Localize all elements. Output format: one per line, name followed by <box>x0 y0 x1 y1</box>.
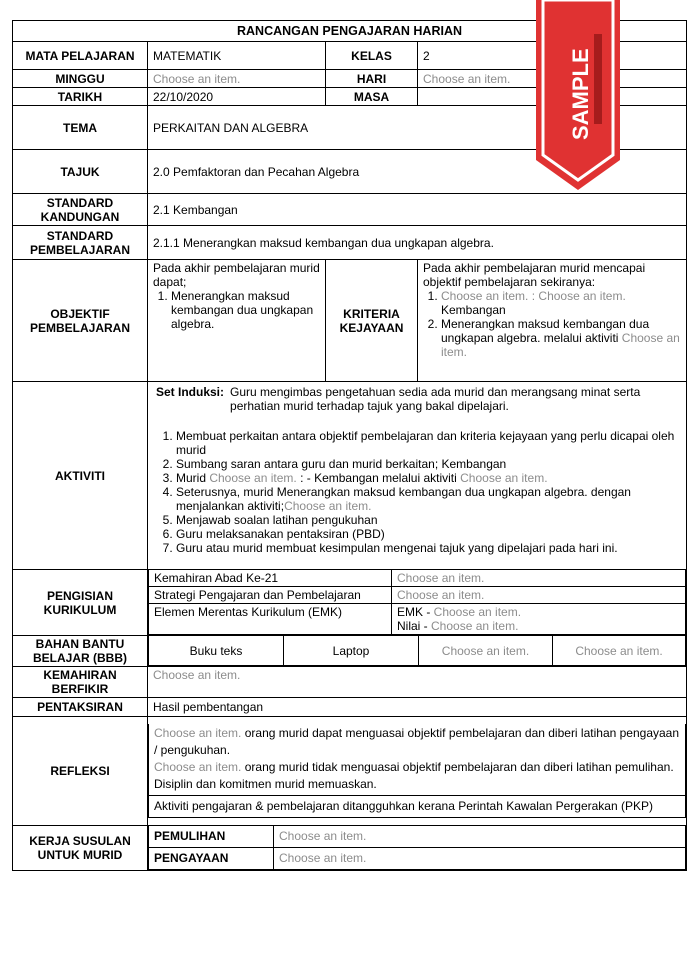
value-kelas[interactable]: 2 <box>418 42 687 70</box>
set-induksi <box>156 385 681 413</box>
label-tajuk: TAJUK <box>13 150 148 194</box>
bbb-table <box>148 636 686 666</box>
set-induksi-label: Set Induksi: <box>156 385 225 399</box>
sample-ribbon <box>536 0 620 190</box>
label-pemulihan: PEMULIHAN <box>149 826 274 847</box>
pemulihan-dropdown[interactable]: Choose an item. <box>274 826 686 847</box>
ribbon-stripe <box>594 34 602 124</box>
value-standard-kandungan[interactable]: 2.1 Kembangan <box>148 194 687 226</box>
watermark-text: SAMPLE <box>568 48 593 140</box>
aktiviti-step-2[interactable]: 2. Sumbang saran antara guru dan murid berkaitan; Kembangan <box>176 457 681 471</box>
refleksi-line-1: orang murid dapat menguasai objektif pembelajaran dan diberi latihan pengayaan / pengukuhan. <box>154 726 680 757</box>
kriteria-dropdown-3[interactable]: Choose an item. <box>441 331 680 359</box>
label-abad-21: Kemahiran Abad Ke-21 <box>149 570 392 587</box>
value-tajuk[interactable]: 2.0 Pemfaktoran dan Pecahan Algebra <box>148 150 687 194</box>
bbb-dropdown-1[interactable]: Choose an item. <box>419 636 553 666</box>
objektif-intro: Pada akhir pembelajaran murid dapat; <box>153 261 320 289</box>
kriteria-separator: : <box>528 289 539 303</box>
strategi-dropdown[interactable]: Choose an item. <box>392 587 686 604</box>
objektif-item[interactable]: 1. Menerangkan maksud kembangan dua ungkapan algebra. <box>171 289 320 331</box>
nilai-dropdown[interactable]: Choose an item. <box>431 619 519 633</box>
refleksi-cell <box>148 717 687 826</box>
aktiviti-step-4 <box>176 485 681 513</box>
kriteria-cell <box>418 260 687 382</box>
label-bbb: BAHAN BANTU BELAJAR (BBB) <box>13 636 148 667</box>
kriteria-intro: Pada akhir pembelajaran murid mencapai objektif pembelajaran sekiranya: <box>423 261 646 289</box>
minggu-dropdown[interactable]: Choose an item. <box>148 70 326 88</box>
hari-dropdown[interactable]: Choose an item. <box>418 70 687 88</box>
label-pengisian-kurikulum: PENGISIAN KURIKULUM <box>13 570 148 636</box>
value-pentaksiran[interactable]: Hasil pembentangan <box>148 698 687 717</box>
label-pentaksiran: PENTAKSIRAN <box>13 698 148 717</box>
bbb-dropdown-2[interactable]: Choose an item. <box>553 636 686 666</box>
label-refleksi: REFLEKSI <box>13 717 148 826</box>
label-kelas: KELAS <box>326 42 418 70</box>
bbb-item-2[interactable]: Laptop <box>284 636 419 666</box>
label-pengayaan: PENGAYAAN <box>149 847 274 869</box>
emk-nilai-cell <box>392 604 686 635</box>
label-kerja-susulan: KERJA SUSULAN UNTUK MURID <box>13 826 148 871</box>
set-induksi-text[interactable]: Guru mengimbas pengetahuan sedia ada murid dan merangsang minat serta perhatian murid terhadap tajuk yang bakal dipelajari. <box>230 385 641 413</box>
ribbon-shape <box>536 0 620 190</box>
refleksi-dropdown-1[interactable]: Choose an item. <box>154 726 242 740</box>
aktiviti-step-4-text: Seterusnya, murid Menerangkan maksud kembangan dua ungkapan algebra. dengan menjalankan aktiviti; <box>176 485 631 513</box>
kriteria-dropdown-2[interactable]: Choose an item. <box>538 289 626 303</box>
aktiviti-step-3 <box>176 471 681 485</box>
aktiviti-step-4-dropdown[interactable]: Choose an item. <box>284 499 372 513</box>
kerja-susulan-cell <box>148 826 687 871</box>
kemahiran-dropdown[interactable]: Choose an item. <box>148 667 687 698</box>
emk-dropdown[interactable]: Choose an item. <box>433 605 522 619</box>
label-aktiviti: AKTIVITI <box>13 382 148 570</box>
aktiviti-step-3-text-a: Murid <box>176 471 210 485</box>
label-standard-pembelajaran: STANDARD PEMBELAJARAN <box>13 226 148 260</box>
aktiviti-step-3-text-b: : - Kembangan melalui aktiviti <box>296 471 461 485</box>
aktiviti-steps <box>156 429 681 555</box>
aktiviti-step-7[interactable]: 7. Guru atau murid membuat kesimpulan mengenai tajuk yang dipelajari pada hari ini. <box>176 541 681 555</box>
label-mata-pelajaran: MATA PELAJARAN <box>13 42 148 70</box>
kriteria-item-1 <box>441 289 681 317</box>
value-mata-pelajaran[interactable]: MATEMATIK <box>148 42 326 70</box>
refleksi-note[interactable]: Aktiviti pengajaran & pembelajaran ditangguhkan kerana Perintah Kawalan Pergerakan (PKP) <box>149 796 686 818</box>
kriteria-dropdown-1[interactable]: Choose an item. <box>441 289 529 303</box>
label-tema: TEMA <box>13 106 148 150</box>
emk-label: EMK - <box>397 605 434 619</box>
refleksi-lines <box>149 724 686 796</box>
refleksi-dropdown-2[interactable]: Choose an item. <box>154 760 242 774</box>
value-standard-pembelajaran[interactable]: 2.1.1 Menerangkan maksud kembangan dua ungkapan algebra. <box>148 226 687 260</box>
abad-21-dropdown[interactable]: Choose an item. <box>392 570 686 587</box>
label-kemahiran-berfikir: KEMAHIRAN BERFIKIR <box>13 667 148 698</box>
pengayaan-dropdown[interactable]: Choose an item. <box>274 847 686 869</box>
label-minggu: MINGGU <box>13 70 148 88</box>
label-strategi: Strategi Pengajaran dan Pembelajaran <box>149 587 392 604</box>
label-standard-kandungan: STANDARD KANDUNGAN <box>13 194 148 226</box>
kriteria-item-2-text: Menerangkan maksud kembangan dua ungkapan algebra. melalui aktiviti <box>441 317 650 345</box>
aktiviti-step-3-dropdown-1[interactable]: Choose an item. <box>209 471 297 485</box>
label-objektif: OBJEKTIF PEMBELAJARAN <box>13 260 148 382</box>
label-emk: Elemen Merentas Kurikulum (EMK) <box>149 604 392 635</box>
value-tema[interactable]: PERKAITAN DAN ALGEBRA <box>148 106 687 150</box>
aktiviti-step-5[interactable]: 5. Menjawab soalan latihan pengukuhan <box>176 513 681 527</box>
refleksi-table <box>148 724 686 818</box>
refleksi-line-2: orang murid tidak menguasai objektif pembelajaran dan diberi latihan pemulihan. Disiplin dan komitmen murid memuaskan. <box>154 760 674 791</box>
kriteria-item-2 <box>441 317 681 359</box>
label-kriteria: KRITERIA KEJAYAAN <box>326 260 418 382</box>
bbb-item-1[interactable]: Buku teks <box>149 636 284 666</box>
label-hari: HARI <box>326 70 418 88</box>
bbb-cell <box>148 636 687 667</box>
kerja-susulan-table <box>148 826 686 870</box>
objektif-list <box>153 289 320 331</box>
aktiviti-step-1[interactable]: 1. Membuat perkaitan antara objektif pembelajaran dan kriteria kejayaan yang perlu dicapai oleh murid <box>176 429 681 457</box>
page-title: RANCANGAN PENGAJARAN HARIAN <box>13 21 687 42</box>
pengisian-table <box>148 570 686 635</box>
aktiviti-cell <box>148 382 687 570</box>
pengisian-cell <box>148 570 687 636</box>
label-masa: MASA <box>326 88 418 106</box>
value-tarikh[interactable]: 22/10/2020 <box>148 88 326 106</box>
aktiviti-step-3-dropdown-2[interactable]: Choose an item. <box>460 471 548 485</box>
aktiviti-step-6[interactable]: 6. Guru melaksanakan pentaksiran (PBD) <box>176 527 681 541</box>
label-tarikh: TARIKH <box>13 88 148 106</box>
kriteria-list <box>423 289 681 359</box>
nilai-label: Nilai - <box>397 619 432 633</box>
kriteria-item-1-text: Kembangan <box>441 303 506 317</box>
objektif-cell <box>148 260 326 382</box>
